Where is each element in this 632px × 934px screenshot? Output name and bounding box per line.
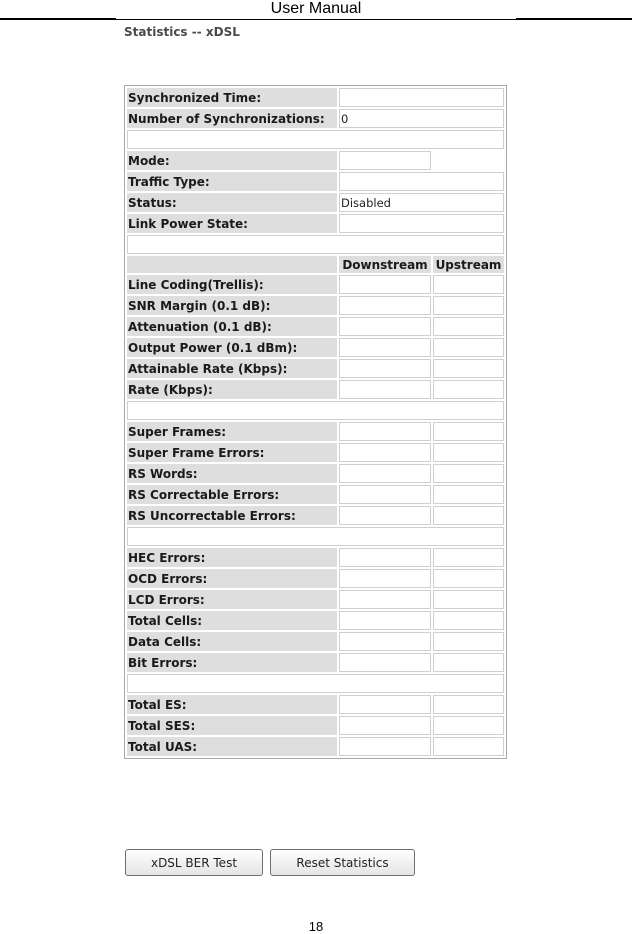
rs-words-label: RS Words: xyxy=(127,464,337,483)
upstream-header: Upstream xyxy=(433,256,504,273)
upstream-value xyxy=(433,275,504,294)
xdsl-ber-test-button[interactable]: xDSL BER Test xyxy=(125,849,263,876)
downstream-value xyxy=(339,737,431,756)
upstream-value xyxy=(433,569,504,588)
table-row xyxy=(127,380,504,399)
page-number: 18 xyxy=(308,919,324,934)
total-es-label: Total ES: xyxy=(127,695,337,714)
rs-correctable-errors-label: RS Correctable Errors: xyxy=(127,485,337,504)
super-frames-label: Super Frames: xyxy=(127,422,337,441)
column-header-row xyxy=(127,256,504,273)
page-header xyxy=(0,0,632,22)
header-rule-left xyxy=(0,18,116,20)
total-ses-label: Total SES: xyxy=(127,716,337,735)
rs-uncorrectable-errors-label: RS Uncorrectable Errors: xyxy=(127,506,337,525)
number-of-synchronizations-value: 0 xyxy=(339,109,504,128)
downstream-value xyxy=(339,317,431,336)
column-header-blank xyxy=(127,256,337,273)
downstream-value xyxy=(339,464,431,483)
upstream-value xyxy=(433,611,504,630)
ocd-errors-label: OCD Errors: xyxy=(127,569,337,588)
upstream-value xyxy=(433,317,504,336)
hec-errors-label: HEC Errors: xyxy=(127,548,337,567)
upstream-value xyxy=(433,653,504,672)
downstream-value xyxy=(339,359,431,378)
upstream-value xyxy=(433,359,504,378)
snr-margin-label: SNR Margin (0.1 dB): xyxy=(127,296,337,315)
table-row xyxy=(127,737,504,756)
upstream-value xyxy=(433,716,504,735)
downstream-value xyxy=(339,506,431,525)
status-value: Disabled xyxy=(339,193,504,212)
upstream-value xyxy=(433,464,504,483)
table-row xyxy=(127,338,504,357)
upstream-value xyxy=(433,443,504,462)
mode-label: Mode: xyxy=(127,151,337,170)
downstream-value xyxy=(339,443,431,462)
status-label: Status: xyxy=(127,193,337,212)
header-rule-middle xyxy=(116,19,516,20)
upstream-value xyxy=(433,380,504,399)
output-power-label: Output Power (0.1 dBm): xyxy=(127,338,337,357)
link-power-state-label: Link Power State: xyxy=(127,214,337,233)
data-cells-label: Data Cells: xyxy=(127,632,337,651)
downstream-value xyxy=(339,716,431,735)
spacer-cell xyxy=(127,130,504,149)
downstream-value xyxy=(339,296,431,315)
table-row xyxy=(127,548,504,567)
spacer-cell xyxy=(127,401,504,420)
upstream-value xyxy=(433,737,504,756)
xdsl-statistics-table xyxy=(124,85,507,759)
table-row xyxy=(127,611,504,630)
upstream-value xyxy=(433,506,504,525)
downstream-header: Downstream xyxy=(339,256,431,273)
spacer-cell xyxy=(127,527,504,546)
downstream-value xyxy=(339,590,431,609)
spacer-row xyxy=(127,235,504,254)
table-row xyxy=(127,214,504,233)
table-row xyxy=(127,695,504,714)
downstream-value xyxy=(339,338,431,357)
bit-errors-label: Bit Errors: xyxy=(127,653,337,672)
table-row xyxy=(127,506,504,525)
upstream-value xyxy=(433,695,504,714)
spacer-cell xyxy=(127,235,504,254)
link-power-state-value xyxy=(339,214,504,233)
downstream-value xyxy=(339,548,431,567)
synchronized-time-value xyxy=(339,88,504,107)
downstream-value xyxy=(339,485,431,504)
table-row xyxy=(127,716,504,735)
upstream-value xyxy=(433,632,504,651)
spacer-row xyxy=(127,130,504,149)
lcd-errors-label: LCD Errors: xyxy=(127,590,337,609)
downstream-value xyxy=(339,695,431,714)
empty-cell xyxy=(433,151,504,170)
reset-statistics-button[interactable]: Reset Statistics xyxy=(270,849,415,876)
table-row xyxy=(127,359,504,378)
downstream-value xyxy=(339,275,431,294)
table-row xyxy=(127,443,504,462)
downstream-value xyxy=(339,632,431,651)
upstream-value xyxy=(433,296,504,315)
mode-value xyxy=(339,151,431,170)
synchronized-time-label: Synchronized Time: xyxy=(127,88,337,107)
table-row xyxy=(127,275,504,294)
header-rule-right xyxy=(516,18,632,20)
table-row xyxy=(127,151,504,170)
header-title: User Manual xyxy=(270,0,362,17)
table-row xyxy=(127,590,504,609)
table-row xyxy=(127,109,504,128)
downstream-value xyxy=(339,569,431,588)
downstream-value xyxy=(339,380,431,399)
traffic-type-value xyxy=(339,172,504,191)
attenuation-label: Attenuation (0.1 dB): xyxy=(127,317,337,336)
upstream-value xyxy=(433,590,504,609)
spacer-row xyxy=(127,674,504,693)
attainable-rate-label: Attainable Rate (Kbps): xyxy=(127,359,337,378)
total-cells-label: Total Cells: xyxy=(127,611,337,630)
table-row xyxy=(127,464,504,483)
spacer-row xyxy=(127,527,504,546)
table-row xyxy=(127,172,504,191)
downstream-value xyxy=(339,653,431,672)
spacer-row xyxy=(127,401,504,420)
table-row xyxy=(127,653,504,672)
downstream-value xyxy=(339,611,431,630)
upstream-value xyxy=(433,422,504,441)
table-row xyxy=(127,485,504,504)
table-row xyxy=(127,296,504,315)
downstream-value xyxy=(339,422,431,441)
table-row xyxy=(127,317,504,336)
spacer-cell xyxy=(127,674,504,693)
table-row xyxy=(127,632,504,651)
rate-label: Rate (Kbps): xyxy=(127,380,337,399)
line-coding-label: Line Coding(Trellis): xyxy=(127,275,337,294)
table-row xyxy=(127,88,504,107)
table-row xyxy=(127,569,504,588)
table-row xyxy=(127,422,504,441)
upstream-value xyxy=(433,485,504,504)
table-row xyxy=(127,193,504,212)
total-uas-label: Total UAS: xyxy=(127,737,337,756)
upstream-value xyxy=(433,338,504,357)
upstream-value xyxy=(433,548,504,567)
super-frame-errors-label: Super Frame Errors: xyxy=(127,443,337,462)
number-of-synchronizations-label: Number of Synchronizations: xyxy=(127,109,337,128)
section-title: Statistics -- xDSL xyxy=(124,25,240,39)
traffic-type-label: Traffic Type: xyxy=(127,172,337,191)
